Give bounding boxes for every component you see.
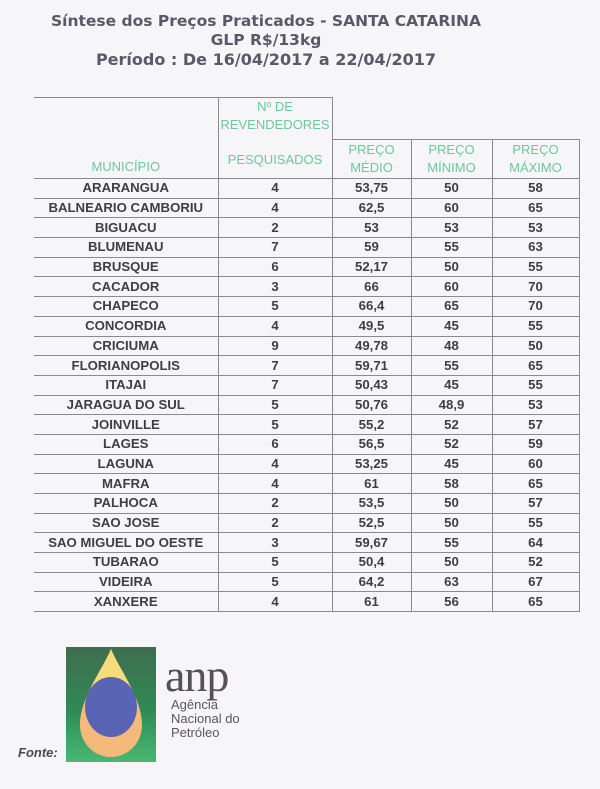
cell-maximo: 55 bbox=[492, 257, 579, 277]
cell-revendedores: 2 bbox=[218, 218, 332, 238]
cell-revendedores: 5 bbox=[218, 553, 332, 573]
table-row bbox=[34, 257, 579, 277]
cell-medio: 62,5 bbox=[332, 198, 411, 218]
table-row bbox=[34, 375, 579, 395]
table-row bbox=[34, 434, 579, 454]
cell-revendedores: 4 bbox=[218, 316, 332, 336]
cell-minimo: 65 bbox=[411, 297, 492, 317]
cell-municipio: ARARANGUA bbox=[34, 179, 218, 199]
table-row bbox=[34, 297, 579, 317]
cell-revendedores: 2 bbox=[218, 513, 332, 533]
document-subtitle: GLP R$/13kg bbox=[210, 31, 322, 49]
table-header-row-top bbox=[34, 98, 579, 140]
cell-municipio: CRICIUMA bbox=[34, 336, 218, 356]
cell-revendedores: 4 bbox=[218, 198, 332, 218]
cell-medio: 61 bbox=[332, 592, 411, 612]
column-header-preco-maximo-line1: PREÇO bbox=[512, 142, 559, 157]
cell-minimo: 50 bbox=[411, 257, 492, 277]
cell-maximo: 52 bbox=[492, 553, 579, 573]
cell-medio: 64,2 bbox=[332, 572, 411, 592]
cell-medio: 49,78 bbox=[332, 336, 411, 356]
cell-maximo: 53 bbox=[492, 218, 579, 238]
cell-maximo: 55 bbox=[492, 375, 579, 395]
cell-maximo: 64 bbox=[492, 533, 579, 553]
cell-maximo: 65 bbox=[492, 198, 579, 218]
cell-medio: 53 bbox=[332, 218, 411, 238]
table-row bbox=[34, 277, 579, 297]
cell-minimo: 48,9 bbox=[411, 395, 492, 415]
cell-revendedores: 7 bbox=[218, 356, 332, 376]
column-header-revendedores-line1: Nº DE bbox=[257, 99, 293, 114]
cell-maximo: 70 bbox=[492, 297, 579, 317]
column-header-revendedores-line2: REVENDEDORES bbox=[220, 117, 330, 132]
cell-municipio: JOINVILLE bbox=[34, 415, 218, 435]
cell-municipio: CACADOR bbox=[34, 277, 218, 297]
anp-wordmark: anp bbox=[165, 650, 229, 701]
cell-minimo: 50 bbox=[411, 553, 492, 573]
cell-medio: 52,5 bbox=[332, 513, 411, 533]
anp-logo bbox=[66, 647, 156, 762]
document-period: Período : De 16/04/2017 a 22/04/2017 bbox=[95, 50, 437, 69]
cell-municipio: BIGUACU bbox=[34, 218, 218, 238]
anp-agency-line1: Agência bbox=[171, 697, 218, 712]
anp-agency-line2: Nacional do bbox=[171, 711, 240, 726]
prices-table bbox=[34, 97, 580, 612]
cell-revendedores: 5 bbox=[218, 297, 332, 317]
cell-municipio: LAGUNA bbox=[34, 454, 218, 474]
cell-municipio: BALNEARIO CAMBORIU bbox=[34, 198, 218, 218]
cell-revendedores: 2 bbox=[218, 494, 332, 514]
cell-maximo: 55 bbox=[492, 316, 579, 336]
cell-maximo: 65 bbox=[492, 356, 579, 376]
cell-medio: 50,4 bbox=[332, 553, 411, 573]
cell-maximo: 50 bbox=[492, 336, 579, 356]
cell-minimo: 45 bbox=[411, 375, 492, 395]
cell-municipio: SAO JOSE bbox=[34, 513, 218, 533]
column-header-preco-minimo bbox=[411, 139, 492, 178]
cell-minimo: 50 bbox=[411, 494, 492, 514]
cell-medio: 50,76 bbox=[332, 395, 411, 415]
cell-medio: 56,5 bbox=[332, 434, 411, 454]
table-row bbox=[34, 238, 579, 258]
cell-revendedores: 4 bbox=[218, 454, 332, 474]
column-header-preco-minimo-line2: MÍNIMO bbox=[427, 160, 476, 175]
cell-revendedores: 7 bbox=[218, 238, 332, 258]
anp-drop-logo-icon bbox=[66, 647, 156, 762]
cell-medio: 59,71 bbox=[332, 356, 411, 376]
cell-minimo: 63 bbox=[411, 572, 492, 592]
cell-municipio: LAGES bbox=[34, 434, 218, 454]
column-header-preco-medio-line1: PREÇO bbox=[348, 142, 395, 157]
cell-minimo: 53 bbox=[411, 218, 492, 238]
column-header-preco-medio-line2: MÉDIO bbox=[350, 160, 393, 175]
cell-revendedores: 5 bbox=[218, 415, 332, 435]
cell-maximo: 67 bbox=[492, 572, 579, 592]
cell-maximo: 59 bbox=[492, 434, 579, 454]
header-blank-area bbox=[332, 98, 579, 140]
cell-medio: 49,5 bbox=[332, 316, 411, 336]
cell-maximo: 63 bbox=[492, 238, 579, 258]
table-row bbox=[34, 179, 579, 199]
cell-revendedores: 9 bbox=[218, 336, 332, 356]
table-row bbox=[34, 218, 579, 238]
cell-minimo: 58 bbox=[411, 474, 492, 494]
cell-municipio: TUBARAO bbox=[34, 553, 218, 573]
column-header-preco-maximo bbox=[492, 139, 579, 178]
cell-minimo: 55 bbox=[411, 356, 492, 376]
cell-revendedores: 6 bbox=[218, 434, 332, 454]
cell-revendedores: 3 bbox=[218, 533, 332, 553]
column-header-revendedores-line3: PESQUISADOS bbox=[227, 152, 323, 167]
cell-minimo: 52 bbox=[411, 415, 492, 435]
cell-medio: 66 bbox=[332, 277, 411, 297]
table-row bbox=[34, 533, 579, 553]
cell-municipio: SAO MIGUEL DO OESTE bbox=[34, 533, 218, 553]
cell-minimo: 55 bbox=[411, 533, 492, 553]
column-header-preco-maximo-line2: MÁXIMO bbox=[509, 160, 562, 175]
cell-minimo: 60 bbox=[411, 198, 492, 218]
cell-medio: 52,17 bbox=[332, 257, 411, 277]
cell-revendedores: 3 bbox=[218, 277, 332, 297]
cell-medio: 59,67 bbox=[332, 533, 411, 553]
table-row bbox=[34, 415, 579, 435]
cell-medio: 50,43 bbox=[332, 375, 411, 395]
logo-blue-globe bbox=[85, 677, 137, 737]
column-header-preco-minimo-line1: PREÇO bbox=[428, 142, 475, 157]
anp-agency-line3: Petróleo bbox=[171, 725, 220, 740]
cell-maximo: 53 bbox=[492, 395, 579, 415]
cell-medio: 66,4 bbox=[332, 297, 411, 317]
table-row bbox=[34, 198, 579, 218]
source-label: Fonte: bbox=[18, 745, 58, 760]
cell-medio: 59 bbox=[332, 238, 411, 258]
cell-maximo: 55 bbox=[492, 513, 579, 533]
cell-maximo: 57 bbox=[492, 494, 579, 514]
cell-revendedores: 4 bbox=[218, 592, 332, 612]
cell-medio: 61 bbox=[332, 474, 411, 494]
cell-municipio: XANXERE bbox=[34, 592, 218, 612]
cell-municipio: PALHOCA bbox=[34, 494, 218, 514]
table-row bbox=[34, 454, 579, 474]
cell-revendedores: 7 bbox=[218, 375, 332, 395]
anp-agency-name bbox=[171, 698, 240, 740]
cell-medio: 53,5 bbox=[332, 494, 411, 514]
table-row bbox=[34, 474, 579, 494]
cell-maximo: 60 bbox=[492, 454, 579, 474]
column-header-preco-medio bbox=[332, 139, 411, 178]
cell-maximo: 57 bbox=[492, 415, 579, 435]
cell-revendedores: 5 bbox=[218, 572, 332, 592]
table-row bbox=[34, 592, 579, 612]
cell-minimo: 48 bbox=[411, 336, 492, 356]
table-row bbox=[34, 572, 579, 592]
table-row bbox=[34, 336, 579, 356]
table-row bbox=[34, 513, 579, 533]
cell-revendedores: 4 bbox=[218, 179, 332, 199]
cell-municipio: JARAGUA DO SUL bbox=[34, 395, 218, 415]
cell-medio: 55,2 bbox=[332, 415, 411, 435]
cell-municipio: CONCORDIA bbox=[34, 316, 218, 336]
table-row bbox=[34, 356, 579, 376]
table-row bbox=[34, 395, 579, 415]
cell-medio: 53,75 bbox=[332, 179, 411, 199]
cell-minimo: 50 bbox=[411, 513, 492, 533]
cell-revendedores: 5 bbox=[218, 395, 332, 415]
cell-minimo: 45 bbox=[411, 454, 492, 474]
table-row bbox=[34, 316, 579, 336]
cell-municipio: BRUSQUE bbox=[34, 257, 218, 277]
cell-minimo: 55 bbox=[411, 238, 492, 258]
cell-maximo: 58 bbox=[492, 179, 579, 199]
cell-municipio: ITAJAI bbox=[34, 375, 218, 395]
cell-municipio: FLORIANOPOLIS bbox=[34, 356, 218, 376]
cell-revendedores: 4 bbox=[218, 474, 332, 494]
cell-revendedores: 6 bbox=[218, 257, 332, 277]
cell-medio: 53,25 bbox=[332, 454, 411, 474]
document-title: Síntese dos Preços Praticados - SANTA CATARINA bbox=[50, 12, 482, 30]
table-row bbox=[34, 553, 579, 573]
column-header-municipio: MUNICÍPIO bbox=[34, 98, 218, 179]
cell-minimo: 56 bbox=[411, 592, 492, 612]
cell-maximo: 65 bbox=[492, 592, 579, 612]
cell-minimo: 45 bbox=[411, 316, 492, 336]
column-header-revendedores bbox=[218, 98, 332, 179]
table-row bbox=[34, 494, 579, 514]
cell-minimo: 60 bbox=[411, 277, 492, 297]
cell-minimo: 50 bbox=[411, 179, 492, 199]
cell-municipio: BLUMENAU bbox=[34, 238, 218, 258]
cell-maximo: 70 bbox=[492, 277, 579, 297]
cell-minimo: 52 bbox=[411, 434, 492, 454]
cell-maximo: 65 bbox=[492, 474, 579, 494]
cell-municipio: VIDEIRA bbox=[34, 572, 218, 592]
cell-municipio: MAFRA bbox=[34, 474, 218, 494]
cell-municipio: CHAPECO bbox=[34, 297, 218, 317]
